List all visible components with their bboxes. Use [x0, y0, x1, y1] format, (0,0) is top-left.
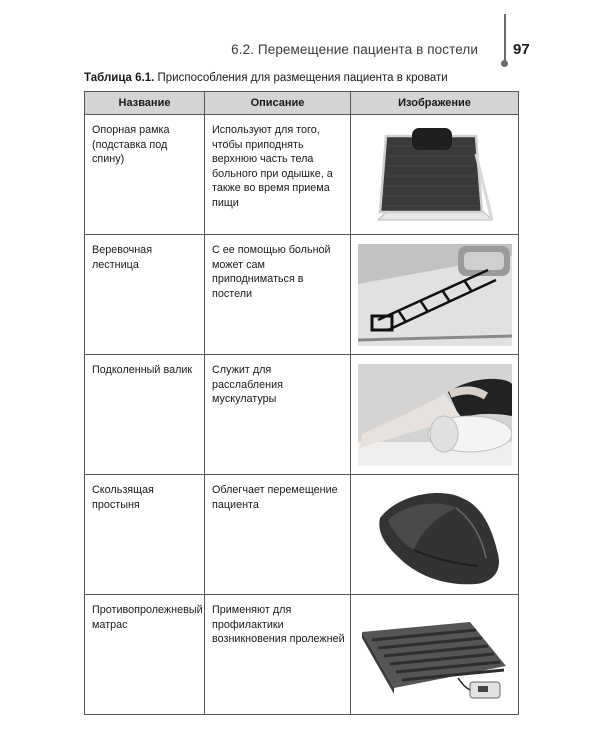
- running-head: 6.2. Перемещение пациента в постели: [231, 42, 478, 57]
- table-caption-label: Таблица 6.1.: [84, 72, 155, 84]
- backrest-frame-photo: [358, 124, 512, 226]
- device-image-cell: [351, 595, 519, 715]
- device-description: Используют для того, чтобы приподнять верхнюю часть тела больного при одышке, а также во время приема пищи: [205, 115, 351, 235]
- device-description: С ее помощью больной может сам приподниматься в постели: [205, 235, 351, 355]
- table-row: [85, 115, 519, 235]
- device-image-cell: [351, 355, 519, 475]
- table-caption: [84, 72, 448, 84]
- device-image-cell: [351, 115, 519, 235]
- table-caption-text: Приспособления для размещения пациента в кровати: [157, 72, 448, 84]
- table-header-row: [85, 92, 519, 115]
- device-description: Служит для расслабления мускулатуры: [205, 355, 351, 475]
- device-name: Веревочная лестница: [85, 235, 205, 355]
- device-name: Скользящая простыня: [85, 475, 205, 595]
- header-divider: [504, 14, 506, 62]
- devices-table: [84, 91, 519, 715]
- device-name: Подколенный валик: [85, 355, 205, 475]
- column-header-name: Название: [85, 92, 205, 115]
- table-row: [85, 595, 519, 715]
- device-image-cell: [351, 475, 519, 595]
- device-image-cell: [351, 235, 519, 355]
- device-description: Применяют для профилактики возникновения пролежней: [205, 595, 351, 715]
- device-name: Противопролежневый матрас: [85, 595, 205, 715]
- anti-decubitus-mattress-photo: [358, 604, 512, 706]
- column-header-image: Изображение: [351, 92, 519, 115]
- table-row: [85, 355, 519, 475]
- rope-ladder-photo: [358, 244, 512, 346]
- column-header-description: Описание: [205, 92, 351, 115]
- table-row: [85, 475, 519, 595]
- table-row: [85, 235, 519, 355]
- device-name: Опорная рамка (подставка под спину): [85, 115, 205, 235]
- sliding-sheet-photo: [358, 484, 512, 586]
- page-number: 97: [513, 41, 530, 58]
- device-description: Облегчает перемещение пациента: [205, 475, 351, 595]
- knee-roll-photo: [358, 364, 512, 466]
- header-dot: [501, 60, 508, 67]
